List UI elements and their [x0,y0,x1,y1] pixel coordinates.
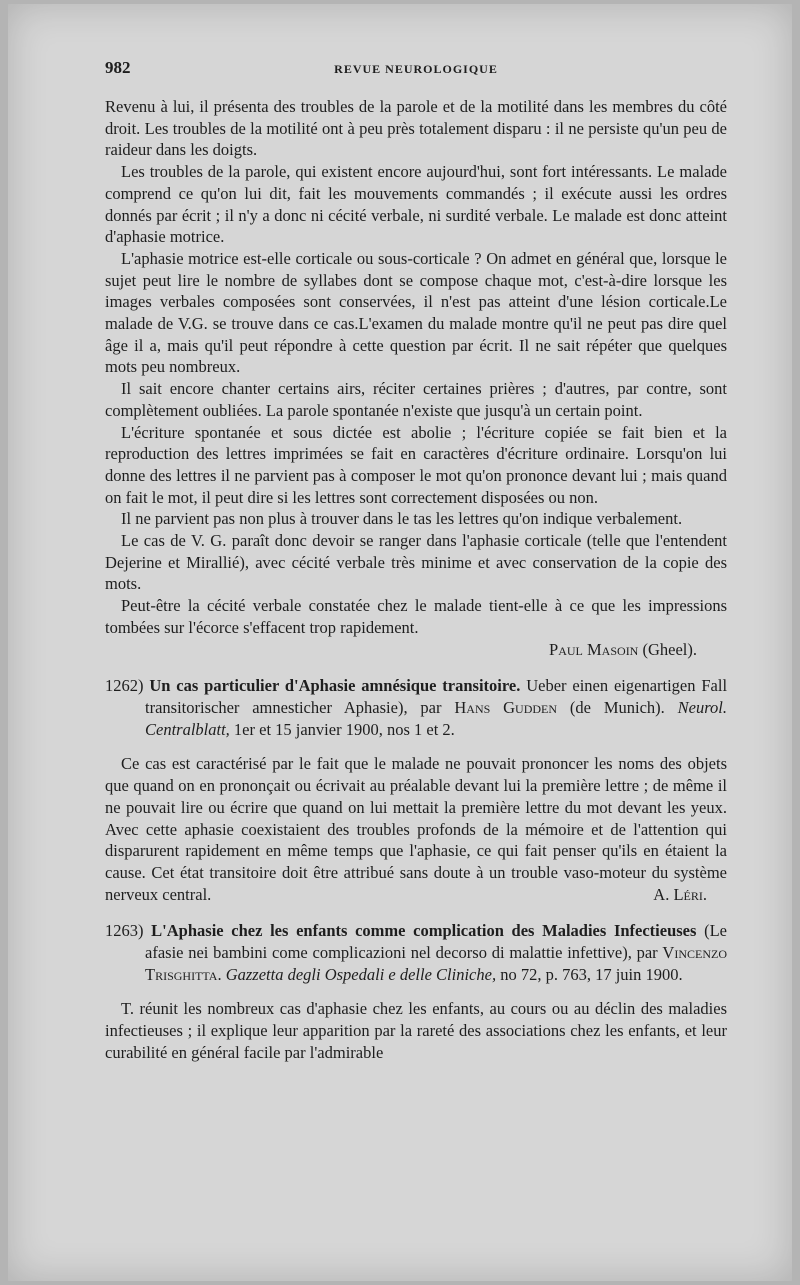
continued-abstract [105,96,727,660]
page-header [105,58,727,82]
entry-journal: Neurol. Centralblatt, [145,697,727,739]
entry-1262 [105,675,727,905]
paragraph: Le cas de V. G. paraît donc devoir se ranger dans l'aphasie corticale (telle que l'entendent Dejerine et Mirallié), avec cécité verbale très minime et avec conservation de la copie des mots. [105,531,727,594]
entry-number: 1263) [105,921,144,941]
entry-author-place: (de Munich). [569,697,665,717]
entry-author: Hans Gudden [454,697,558,717]
running-title: REVUE NEUROLOGIQUE [334,62,498,76]
paragraph: Revenu à lui, il présenta des troubles de la parole et de la motilité dans les membres du côté droit. Les troubles de la motilité ont à peu près totalement disparu : il ne persiste qu'un peu de raideur dans les doigts. [105,97,727,160]
entry-summary: Ce cas est caractérisé par le fait que le malade ne pouvait prononcer les noms des objets que quand on en prononçait ou écrivait au préalable devant lui la première lettre ; de même il ne pouvait lire ou écrire que quand on lui mettait la première lettre du mot devant les yeux. Avec cette aphasie coexistaient des troubles profonds de la mémoire et de l'attention qui disparurent rapidement en même temps que l'aphasie, ce qui fait penser qu'ils en étaient la cause. Cet état transitoire doit être attribué sans doute à un trouble vaso-moteur du système nerveux central. A. Léri. [105,754,727,904]
page-body [105,96,727,1064]
paragraph: Il sait encore chanter certains airs, réciter certaines prières ; d'autres, par contre, sont complètement oubliées. La parole spontanée n'existe que jusqu'à un certain point. [105,379,727,420]
paragraph: Les troubles de la parole, qui existent encore aujourd'hui, sont fort intéressants. Le malade comprend ce qu'on lui dit, fait les mouvements commandés ; il exécute aussi les ordres donnés par écrit ; il n'y a donc ni cécité verbale, ni surdité verbale. Le malade est donc atteint d'aphasie motrice. [105,162,727,247]
entry-signature: A. Léri. [653,884,707,904]
page-number: 982 [105,58,131,77]
paragraph: L'aphasie motrice est-elle corticale ou sous-corticale ? On admet en général que, lorsque le sujet peut lire le nombre de syllabes dont se compose chaque mot, c'est-à-dire lorsque les images verbales composées sont conservées, il n'est pas atteint d'une lésion corticale.Le malade de V.G. se trouve dans ce cas.L'examen du malade montre qu'il ne peut pas dire quel âge il a, mais qu'il peut répondre à cette question par écrit. Il ne sait répéter que quelques mots peu nombreux. [105,248,727,377]
entry-heading [105,675,727,740]
entry-summary: T. réunit les nombreux cas d'aphasie chez les enfants, au cours ou au déclin des maladies infectieuses ; il explique leur apparition par la rareté des associations chez les enfants, et leur curabilité en général facile par l'admirable [105,999,727,1062]
entry-original-title: Ueber einen eigenartigen Fall transitorischer amnesticher Aphasie), par [145,676,728,717]
entry-date: 1er et 15 janvier 1900, nos 1 et 2. [233,719,455,739]
paragraph: Il ne parvient pas non plus à trouver dans le tas les lettres qu'on indique verbalement. [121,509,683,529]
entry-date: no 72, p. 763, 17 juin 1900. [500,964,683,984]
signature [105,639,697,661]
entry-heading [105,920,727,985]
entry-original-title: (Le afasie nei bambini come complicazioni nel decorso di malattie infettive), par [145,921,728,963]
entry-1263 [105,920,727,1063]
entry-title: Un cas particulier d'Aphasie amnésique transitoire. [149,676,521,696]
entry-number: 1262) [105,676,144,696]
signature-name: Paul Masoin [549,639,639,659]
entry-title: L'Aphasie chez les enfants comme complication des Maladies Infectieuses [151,921,697,941]
entry-author: Vincenzo Trisghitta. [145,943,727,984]
signature-place: (Gheel). [642,639,697,659]
entry-journal: Gazzetta degli Ospedali e delle Cliniche, [225,964,497,984]
paragraph: Peut-être la cécité verbale constatée chez le malade tient-elle à ce que les impressions tombées sur l'écorce s'effacent trop rapidement. [105,596,727,637]
paragraph: L'écriture spontanée et sous dictée est abolie ; l'écriture copiée se fait bien et la reproduction des lettres imprimées se fait en caractères d'écriture ordinaire. Lorsqu'on lui donne des lettres il ne parvient pas à composer le mot qu'on prononce devant lui ; mais quand on fait le mot, il peut dire si les lettres sont correctement disposées ou non. [105,422,727,507]
